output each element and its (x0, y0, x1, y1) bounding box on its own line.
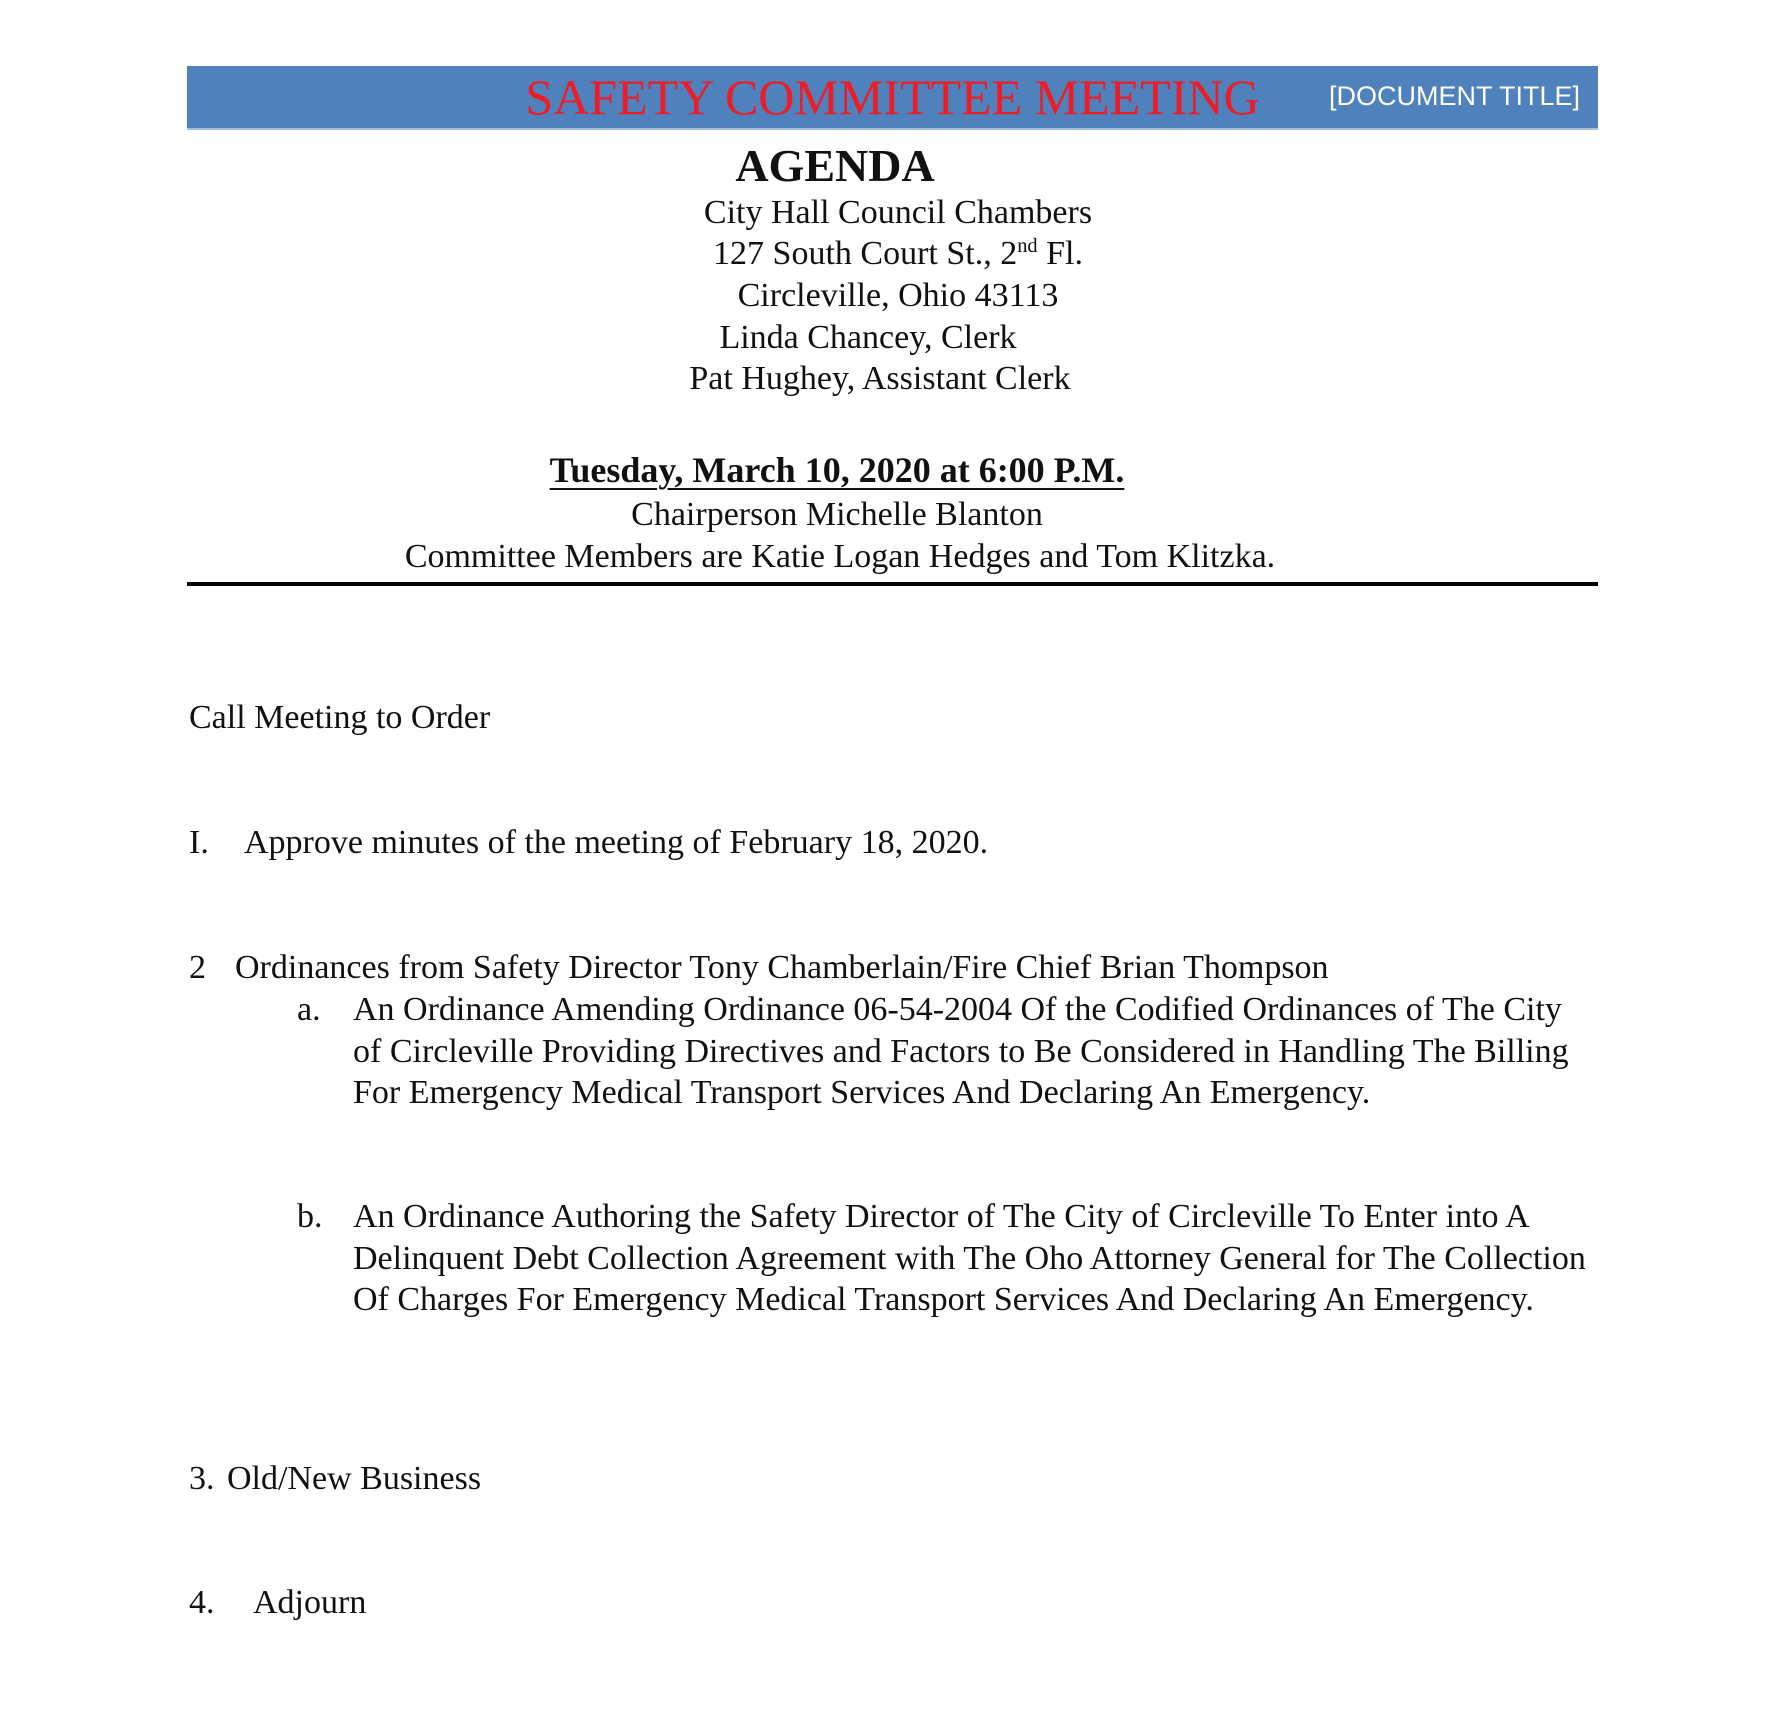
agenda-item-4 (189, 1582, 366, 1624)
agenda-heading: AGENDA (735, 140, 935, 191)
chairperson: Chairperson Michelle Blanton (631, 496, 1043, 533)
meeting-date-line (0, 450, 1724, 490)
address-line (58, 233, 1738, 275)
chairperson-line (0, 494, 1724, 536)
subitem-label: b. (297, 1198, 323, 1235)
address-ordinal-suffix: nd (1017, 234, 1038, 257)
subitem-label: a. (297, 991, 321, 1028)
item-text: Approve minutes of the meeting of February 18, 2020. (244, 824, 989, 861)
item-number: I. (189, 824, 209, 861)
call-to-order: Call Meeting to Order (189, 699, 491, 736)
city-state-zip: Circleville, Ohio 43113 (737, 277, 1059, 314)
location-line: City Hall Council Chambers (703, 194, 1093, 231)
header-divider (187, 582, 1598, 586)
item-number: 2 (189, 949, 206, 986)
meeting-date-time: Tuesday, March 10, 2020 at 6:00 P.M. (549, 450, 1125, 490)
document-title-placeholder[interactable]: [DOCUMENT TITLE] (1328, 81, 1580, 111)
address-street: 127 South Court St., 2 (713, 235, 1018, 272)
item-text: Ordinances from Safety Director Tony Chamberlain/Fire Chief Brian Thompson (235, 949, 1329, 986)
committee-members: Committee Members are Katie Logan Hedges and Tom Klitzka. (404, 538, 1276, 575)
agenda-item-3 (189, 1458, 481, 1500)
item-text: Adjourn (253, 1584, 367, 1621)
clerk-line: Linda Chancey, Clerk (719, 319, 1017, 356)
subitem-text: An Ordinance Amending Ordinance 06-54-2004 Of the Codified Ordinances of The City of Circleville Providing Directives and Factors to Be Considered in Handling The Billing For Emergency Medical Transport Services And Declaring An Emergency. (353, 991, 1569, 1112)
agenda-item-2 (189, 947, 1329, 989)
meeting-title: SAFETY COMMITTEE MEETING (525, 69, 1260, 125)
item-text: Old/New Business (227, 1460, 482, 1497)
assistant-clerk-line: Pat Hughey, Assistant Clerk (689, 360, 1071, 397)
item-number: 3. (189, 1460, 215, 1497)
item-number: 4. (189, 1584, 215, 1621)
title-banner (187, 66, 1598, 130)
subitem-text: An Ordinance Authoring the Safety Director of The City of Circleville To Enter into A Delinquent Debt Collection Agreement with The Oho Attorney General for The Collection Of Charges For Emergency Medical Transport Services And Declaring An Emergency. (353, 1198, 1586, 1319)
agenda-item-1 (189, 822, 988, 864)
address-floor: Fl. (1037, 235, 1083, 272)
committee-members-line (0, 536, 1727, 578)
